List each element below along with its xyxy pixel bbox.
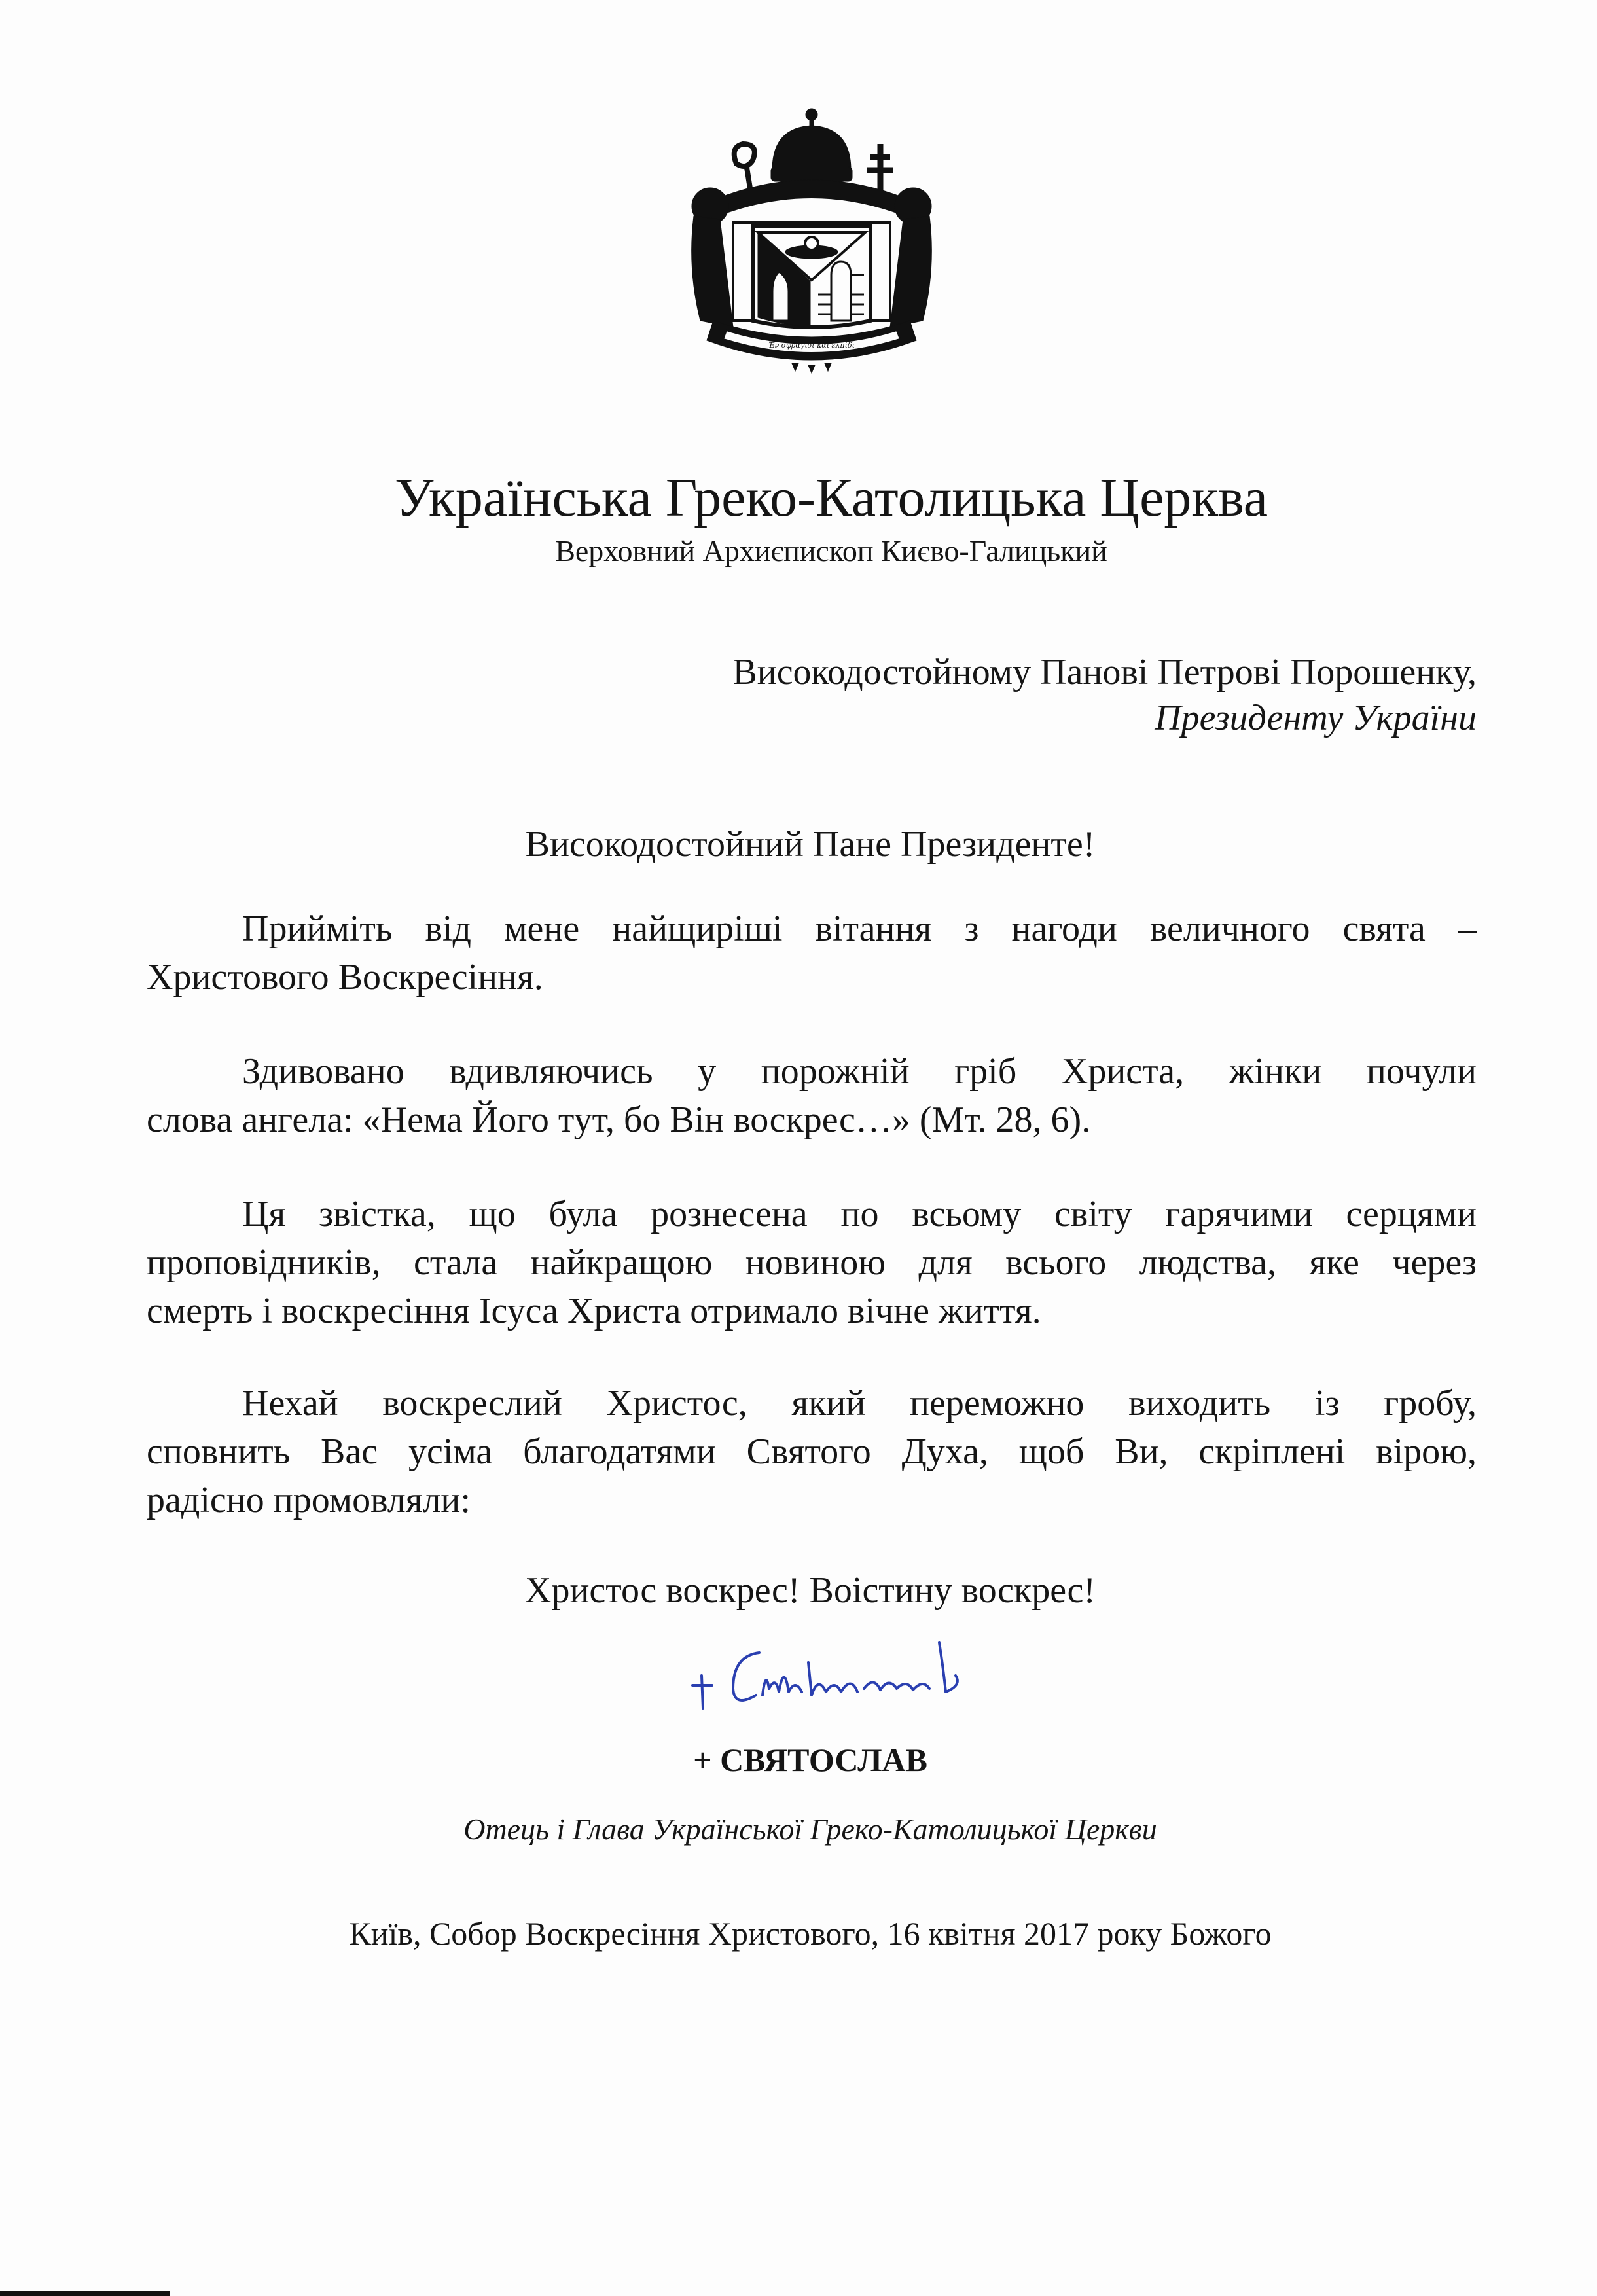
paragraph-3 [147,1190,1477,1335]
place-and-date: Київ, Собор Воскресіння Христового, 16 квітня 2017 року Божого [349,1915,1272,1952]
church-subtitle: Верховний Архиєпископ Києво-Галицький [555,534,1107,567]
coat-of-arms-emblem [681,105,942,386]
paragraph-4 [147,1379,1477,1524]
signatory-name: + СВЯТОСЛАВ [693,1742,927,1778]
paragraph-line: проповідників, стала найкращою новиною для всього людства, яке через [147,1242,1477,1283]
paragraph-line: Здивовано вдивляючись у порожній гріб Христа, жінки почули [242,1051,1477,1092]
church-title: Українська Греко-Католицька Церква [394,467,1268,528]
paragraph-line: радісно промовляли: [147,1480,471,1520]
addressee-title: Президенту України [1155,698,1477,738]
paragraph-line: смерть і воскресіння Ісуса Христа отримало вічне життя. [147,1291,1041,1331]
paragraph-line: Ця звістка, що була рознесена по всьому світу гарячими серцями [242,1194,1477,1234]
crest-motto: Ἐν σφραγῖδι καὶ ἐλπίδι [768,341,855,350]
addressee-name: Високодостойному Панові Петрові Порошенку, [732,652,1477,692]
paragraph-line: Христового Воскресіння. [147,957,543,997]
paragraph-line: слова ангела: «Нема Його тут, бо Він воскрес…» (Мт. 28, 6). [147,1100,1091,1140]
paragraph-2 [147,1047,1477,1144]
scan-edge-mark [0,2291,170,2296]
paragraph-line: Нехай воскреслий Христос, який переможно виходить із гробу, [242,1383,1477,1424]
paragraph-line: Прийміть від мене найщиріші вітання з нагоди величного свята – [242,908,1477,949]
paragraph-1 [147,905,1477,1001]
easter-greeting: Христос воскрес! Воістину воскрес! [525,1570,1096,1611]
signatory-role: Отець і Глава Української Греко-Католицької Церкви [463,1812,1157,1846]
salutation: Високодостойний Пане Президенте! [525,824,1096,865]
handwritten-signature [681,1623,995,1721]
paragraph-line: сповнить Вас усіма благодатями Святого Духа, щоб Ви, скріплені вірою, [147,1431,1477,1472]
